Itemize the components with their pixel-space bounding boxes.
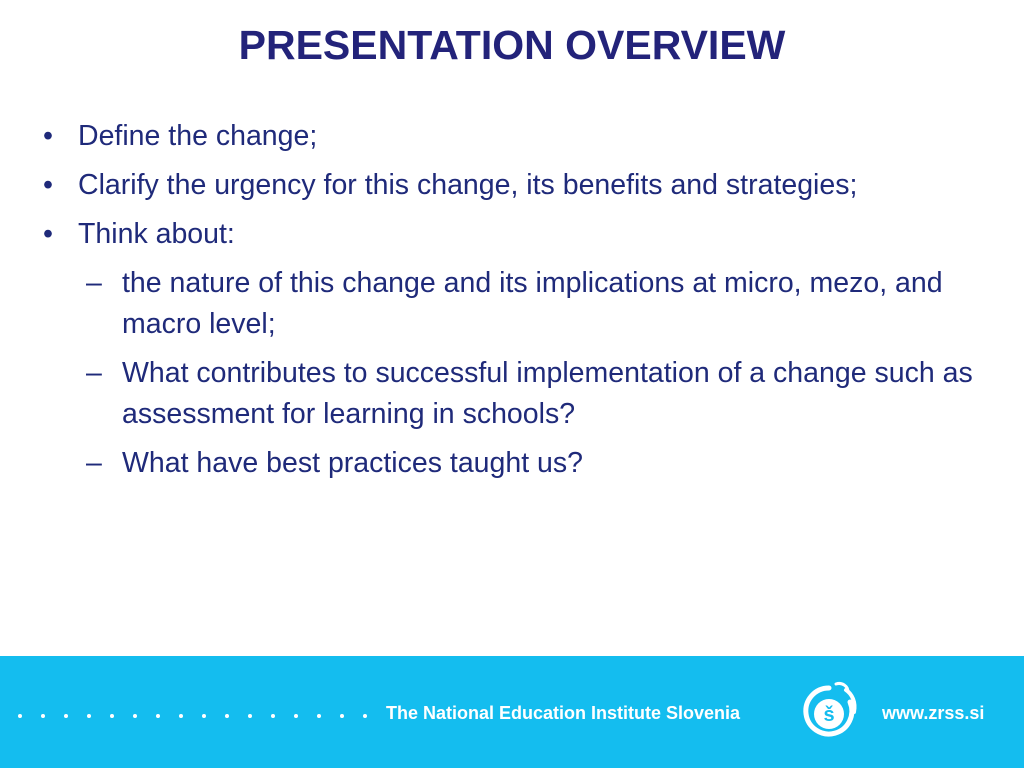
- footer-dot: [18, 714, 22, 718]
- bullet-marker: •: [43, 218, 53, 250]
- footer-dot: [156, 714, 160, 718]
- bullet-marker: •: [43, 169, 53, 201]
- zrss-logo-icon: [798, 680, 860, 742]
- footer-dot: [294, 714, 298, 718]
- bullet-item: [40, 165, 980, 206]
- footer-dot: [363, 714, 367, 718]
- footer-dot: [110, 714, 114, 718]
- footer-dot: [248, 714, 252, 718]
- bullet-marker: •: [43, 120, 53, 152]
- sub-bullet-item: [40, 353, 980, 435]
- footer-dotted-line: [18, 700, 386, 718]
- bullet-item: [40, 116, 980, 157]
- footer-dot: [225, 714, 229, 718]
- sub-bullet-item: [40, 263, 980, 345]
- svg-text:š: š: [823, 704, 835, 726]
- sub-bullet-text: What contributes to successful implementation of a change such as assessment for learning in schools?: [122, 357, 973, 430]
- footer-dot: [133, 714, 137, 718]
- sub-bullet-text: the nature of this change and its implications at micro, mezo, and macro level;: [122, 267, 943, 340]
- footer-dot: [202, 714, 206, 718]
- website-link[interactable]: www.zrss.si: [882, 703, 985, 723]
- sub-bullet-marker: –: [86, 357, 102, 389]
- bullet-text: Clarify the urgency for this change, its benefits and strategies;: [78, 169, 858, 201]
- footer-dot: [271, 714, 275, 718]
- slide-content: [40, 116, 980, 492]
- sub-bullet-text: What have best practices taught us?: [122, 447, 584, 479]
- sub-bullet-marker: –: [86, 447, 102, 479]
- footer-dot: [340, 714, 344, 718]
- footer-dot: [41, 714, 45, 718]
- bullet-item: [40, 214, 980, 255]
- footer-dot: [317, 714, 321, 718]
- sub-bullet-marker: –: [86, 267, 102, 299]
- sub-bullet-item: [40, 443, 980, 484]
- bullet-text: Define the change;: [78, 120, 318, 152]
- institute-name: The National Education Institute Slovenia: [386, 703, 741, 723]
- footer-dot: [64, 714, 68, 718]
- slide-title: PRESENTATION OVERVIEW: [238, 22, 786, 68]
- bullet-text: Think about:: [78, 218, 235, 250]
- footer-dot: [87, 714, 91, 718]
- footer-dot: [179, 714, 183, 718]
